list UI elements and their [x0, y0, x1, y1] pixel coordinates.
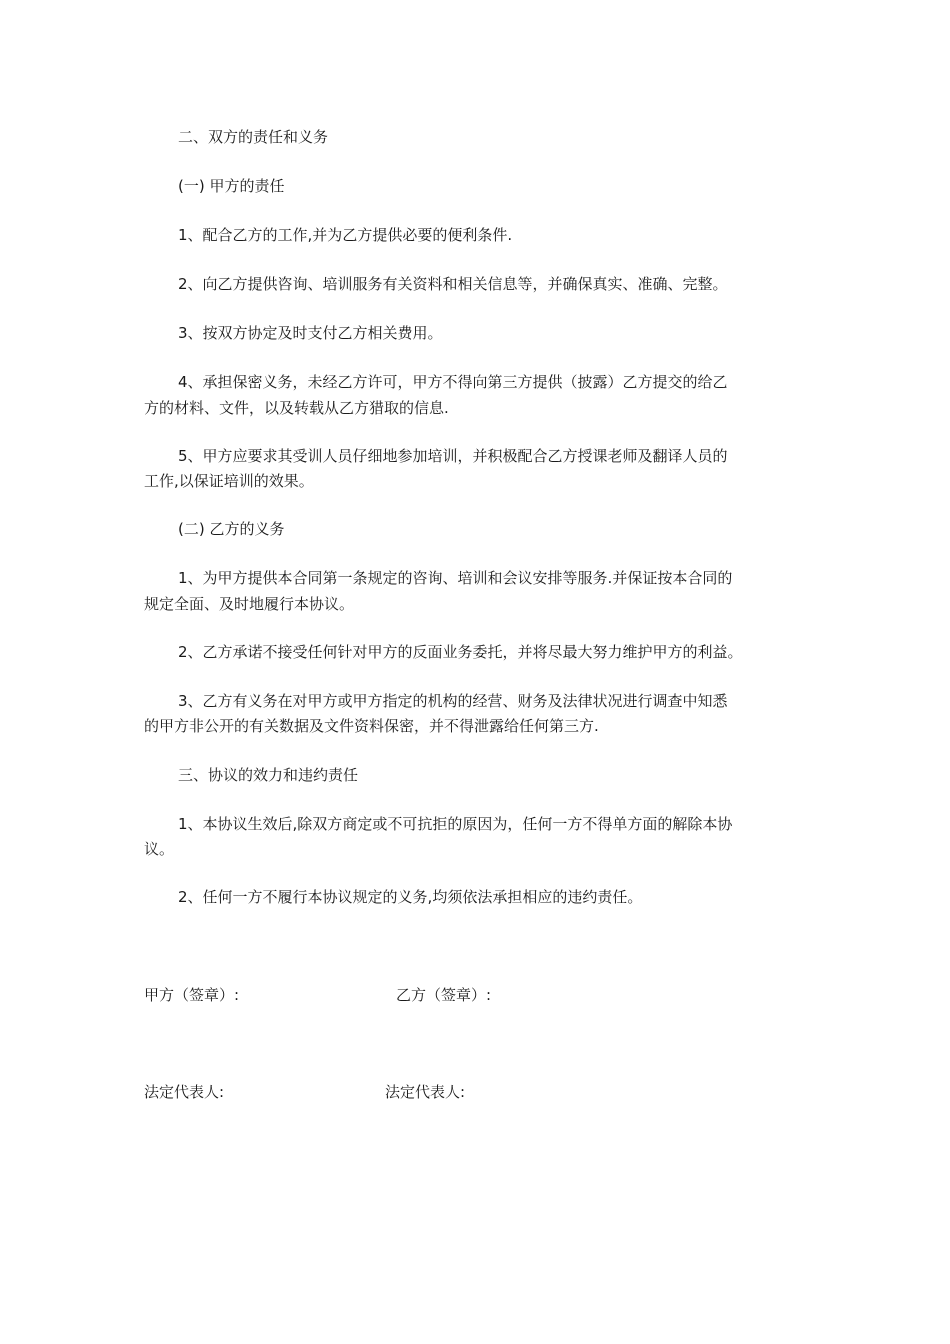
party-a-heading: (一) 甲方的责任	[178, 177, 285, 195]
party-b-item-2: 2、乙方承诺不接受任何针对甲方的反面业务委托，并将尽最大努力维护甲方的利益。	[178, 643, 743, 661]
party-b-rep-label: 法定代表人:	[385, 1083, 466, 1101]
party-b-item-1-line1: 1、为甲方提供本合同第一条规定的咨询、培训和会议安排等服务.并保证按本合同的	[178, 569, 733, 587]
party-b-item-1-line2: 规定全面、及时地履行本协议。	[144, 595, 355, 613]
party-b-heading: (二) 乙方的义务	[178, 520, 285, 538]
party-a-rep-label: 法定代表人:	[144, 1083, 225, 1101]
section3-item-2: 2、任何一方不履行本协议规定的义务,均须依法承担相应的违约责任。	[178, 888, 643, 906]
party-a-seal-label: 甲方（签章）:	[144, 986, 240, 1004]
section2-heading: 二、双方的责任和义务	[178, 128, 329, 146]
party-a-item-1: 1、配合乙方的工作,并为乙方提供必要的便利条件.	[178, 226, 513, 244]
party-b-seal-label: 乙方（签章）:	[396, 986, 492, 1004]
section3-heading: 三、协议的效力和违约责任	[178, 766, 359, 784]
party-a-item-4-line2: 方的材料、文件，以及转载从乙方猎取的信息.	[144, 399, 449, 417]
party-a-item-5-line2: 工作,以保证培训的效果。	[144, 472, 314, 490]
party-b-item-3-line2: 的甲方非公开的有关数据及文件资料保密，并不得泄露给任何第三方.	[144, 717, 599, 735]
section3-item-1-line2: 议。	[144, 840, 175, 858]
party-a-item-3: 3、按双方协定及时支付乙方相关费用。	[178, 324, 443, 342]
party-a-item-2: 2、向乙方提供咨询、培训服务有关资料和相关信息等，并确保真实、准确、完整。	[178, 275, 728, 293]
party-b-item-3-line1: 3、乙方有义务在对甲方或甲方指定的机构的经营、财务及法律状况进行调查中知悉	[178, 692, 728, 710]
party-a-item-4-line1: 4、承担保密义务，未经乙方许可，甲方不得向第三方提供（披露）乙方提交的给乙	[178, 373, 728, 391]
party-a-item-5-line1: 5、甲方应要求其受训人员仔细地参加培训，并积极配合乙方授课老师及翻译人员的	[178, 447, 728, 465]
section3-item-1-line1: 1、本协议生效后,除双方商定或不可抗拒的原因为，任何一方不得单方面的解除本协	[178, 815, 733, 833]
